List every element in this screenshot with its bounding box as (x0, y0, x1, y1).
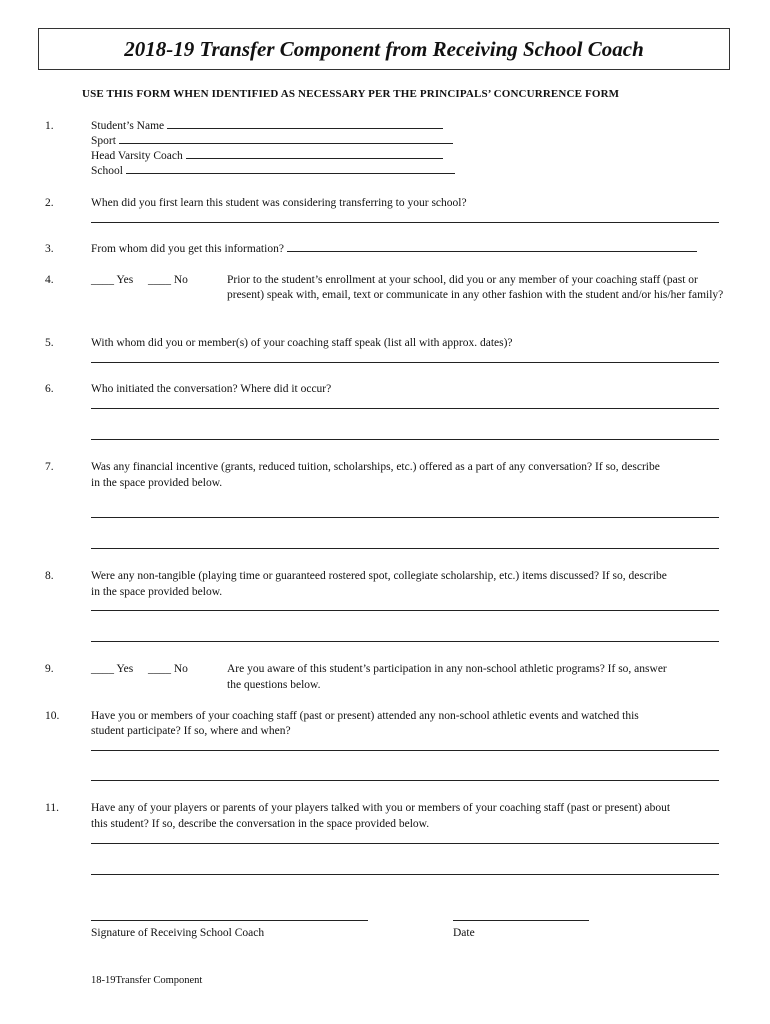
q10-answer-line-2[interactable] (91, 780, 719, 781)
date-line[interactable] (453, 920, 589, 921)
instruction-text: USE THIS FORM WHEN IDENTIFIED AS NECESSARY PER THE PRINCIPALS’ CONCURRENCE FORM (82, 88, 620, 100)
head-coach-field[interactable] (186, 157, 443, 159)
q11-answer-line-1[interactable] (91, 843, 719, 844)
q10-number: 10. (45, 710, 60, 722)
q4-number: 4. (45, 274, 54, 286)
q3-number: 3. (45, 243, 54, 255)
q9-text-continued: the questions below. (227, 679, 321, 691)
q7-answer-line-2[interactable] (91, 548, 719, 549)
q3-row (91, 242, 697, 257)
q6-number: 6. (45, 383, 54, 395)
q9-no-option[interactable]: ____ No (148, 663, 188, 675)
school-field[interactable] (126, 172, 455, 174)
q8-answer-line-2[interactable] (91, 641, 719, 642)
q5-answer-line[interactable] (91, 362, 719, 363)
q3-text: From whom did you get this information? (91, 243, 284, 255)
q5-number: 5. (45, 337, 54, 349)
student-name-field[interactable] (167, 127, 443, 129)
q1-student-name-row (91, 119, 443, 134)
q9-text: Are you aware of this student’s participation in any non-school athletic programs? If so, answer (227, 663, 667, 675)
head-coach-label: Head Varsity Coach (91, 150, 183, 162)
q2-text: When did you first learn this student was considering transferring to your school? (91, 197, 467, 209)
q8-answer-line-1[interactable] (91, 610, 719, 611)
q8-number: 8. (45, 570, 54, 582)
q6-text: Who initiated the conversation? Where did it occur? (91, 383, 332, 395)
q1-sport-row (91, 134, 453, 149)
q7-number: 7. (45, 461, 54, 473)
q8-text: Were any non-tangible (playing time or guaranteed rostered spot, collegiate scholarship, etc.) items discussed? If so, describe (91, 570, 667, 582)
school-label: School (91, 165, 123, 177)
date-label: Date (453, 927, 475, 939)
student-name-label: Student’s Name (91, 120, 165, 132)
signature-label: Signature of Receiving School Coach (91, 927, 265, 939)
q11-number: 11. (45, 802, 59, 814)
q10-answer-line-1[interactable] (91, 750, 719, 751)
q1-coach-row (91, 149, 443, 164)
sport-label: Sport (91, 135, 116, 147)
q1-number: 1. (45, 120, 54, 132)
q1-school-row (91, 164, 455, 179)
q6-answer-line-1[interactable] (91, 408, 719, 409)
q9-yes-option[interactable]: ____ Yes (91, 663, 134, 675)
q10-text-continued: student participate? If so, where and when? (91, 725, 291, 737)
q5-text: With whom did you or member(s) of your coaching staff speak (list all with approx. dates)? (91, 337, 513, 349)
q2-answer-line[interactable] (91, 222, 719, 223)
q10-text: Have you or members of your coaching staff (past or present) attended any non-school athletic events and watched this (91, 710, 639, 722)
signature-line[interactable] (91, 920, 368, 921)
q8-text-continued: in the space provided below. (91, 586, 223, 598)
q2-number: 2. (45, 197, 54, 209)
q11-text: Have any of your players or parents of your players talked with you or members of your coaching staff (past or present) about (91, 802, 671, 814)
q4-yes-option[interactable]: ____ Yes (91, 274, 134, 286)
q3-answer-field[interactable] (287, 250, 697, 252)
q11-text-continued: this student? If so, describe the conversation in the space provided below. (91, 818, 430, 830)
sport-field[interactable] (119, 142, 453, 144)
form-title: 2018-19 Transfer Component from Receiving School Coach (124, 37, 644, 61)
q9-number: 9. (45, 663, 54, 675)
q6-answer-line-2[interactable] (91, 439, 719, 440)
q4-text: Prior to the student’s enrollment at your school, did you or any member of your coaching staff (past or present) speak with, email, text or communicate in any other fashion with the student and/or his/her family? (227, 274, 724, 301)
q7-answer-line-1[interactable] (91, 517, 719, 518)
title-box (38, 28, 730, 70)
q4-no-option[interactable]: ____ No (148, 274, 188, 286)
q7-text-continued: in the space provided below. (91, 477, 223, 489)
footer-text: 18-19Transfer Component (91, 975, 203, 986)
q11-answer-line-2[interactable] (91, 874, 719, 875)
q7-text: Was any financial incentive (grants, reduced tuition, scholarships, etc.) offered as a part of any conversation? If so, describe (91, 461, 660, 473)
